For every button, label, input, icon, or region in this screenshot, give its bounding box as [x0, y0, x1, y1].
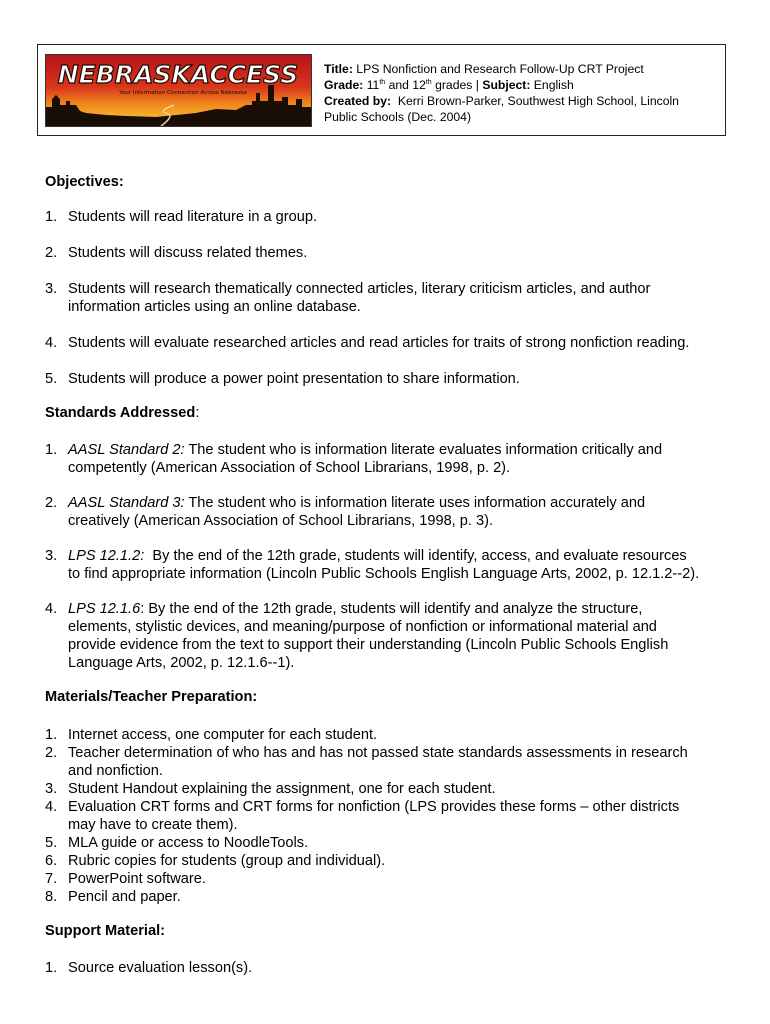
- created-line: Created by: Kerri Brown-Parker, Southwest High School, Lincoln: [324, 94, 679, 108]
- nebraskaccess-logo: [45, 54, 312, 127]
- grade-line: Grade: 11th and 12th grades | Subject: English: [324, 78, 574, 92]
- standards-heading: Standards Addressed:: [45, 405, 200, 421]
- materials-heading: Materials/Teacher Preparation:: [45, 689, 258, 705]
- logo-tagline: Your Information Connection Across Nebraska: [119, 90, 247, 96]
- created-line-2: Public Schools (Dec. 2004): [324, 110, 471, 124]
- objectives-heading: Objectives:: [45, 174, 124, 190]
- logo-graphic: [46, 55, 311, 126]
- lesson-title: LPS Nonfiction and Research Follow-Up CRT Project: [356, 62, 644, 76]
- title-line: Title: LPS Nonfiction and Research Follow-Up CRT Project: [324, 62, 644, 76]
- subject: English: [533, 78, 574, 92]
- support-heading: Support Material:: [45, 923, 165, 939]
- header-box: [37, 44, 726, 136]
- logo-title: NEBRASKACCESS: [57, 60, 299, 89]
- lesson-meta: [324, 61, 704, 125]
